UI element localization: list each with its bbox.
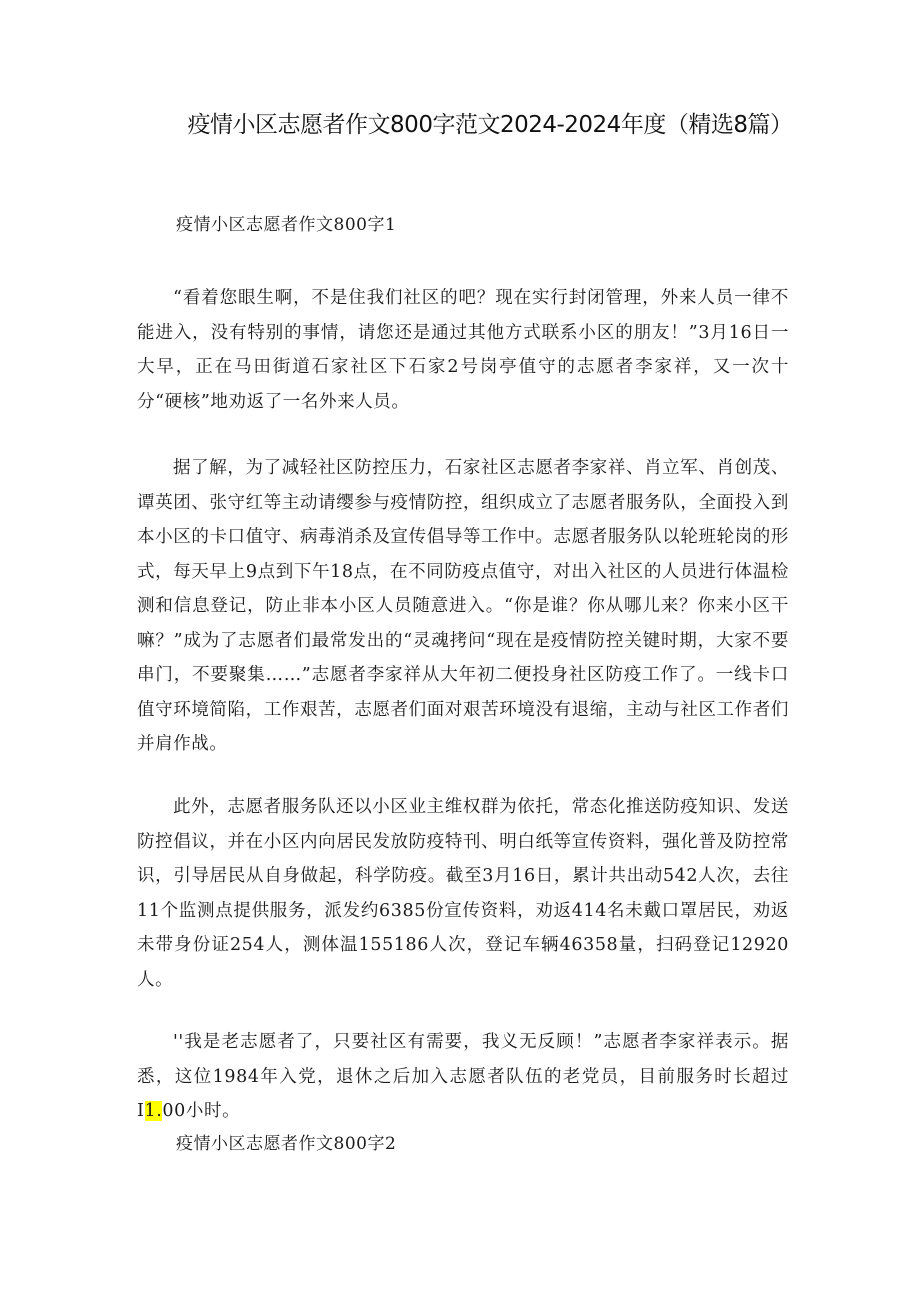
section-1-heading: 疫情小区志愿者作文800字1 xyxy=(176,215,397,235)
paragraph-4-text-start: ''我是老志愿者了，只要社区有需要，我义无反顾！”志愿者李家祥表示。据悉，这位1984年入党，退休之后加入志愿者队伍的老党员，目前服务时长超过I xyxy=(137,1032,789,1121)
paragraph-4 xyxy=(137,1025,789,1129)
paragraph-1: “看着您眼生啊，不是住我们社区的吧？现在实行封闭管理，外来人员一律不能进入，没有特别的事情，请您还是通过其他方式联系小区的朋友！”3月16日一大早，正在马田街道石家社区下石家2号岗亭值守的志愿者李家祥，又一次十分“硬核”地劝返了一名外来人员。 xyxy=(137,288,789,412)
paragraph-4-text-end: 00小时。 xyxy=(162,1101,241,1121)
document-title: 疫情小区志愿者作文800字范文2024-2024年度（精选8篇） xyxy=(187,112,793,138)
highlighted-text: 1. xyxy=(144,1101,163,1121)
section-2-heading: 疫情小区志愿者作文800字2 xyxy=(176,1134,397,1154)
paragraph-3: 此外，志愿者服务队还以小区业主维权群为依托，常态化推送防疫知识、发送防控倡议，并在小区内向居民发放防疫特刊、明白纸等宣传资料，强化普及防控常识，引导居民从自身做起，科学防疫。截至3月16日，累计共出动542人次，去往11个监测点提供服务，派发约6385份宣传资料，劝返414名未戴口罩居民，劝返未带身份证254人，测体温155186人次，登记车辆46358量，扫码登记12920人。 xyxy=(137,797,789,990)
paragraph-2: 据了解，为了减轻社区防控压力，石家社区志愿者李家祥、肖立军、肖创茂、谭英团、张守红等主动请缨参与疫情防控，组织成立了志愿者服务队，全面投入到本小区的卡口值守、病毒消杀及宣传倡导等工作中。志愿者服务队以轮班轮岗的形式，每天早上9点到下午18点，在不同防疫点值守，对出入社区的人员进行体温检测和信息登记，防止非本小区人员随意进入。“你是谁？你从哪儿来？你来小区干嘛？”成为了志愿者们最常发出的“灵魂拷问“现在是疫情防控关键时期，大家不要串门，不要聚集……”志愿者李家祥从大年初二便投身社区防疫工作了。一线卡口值守环境简陷，工作艰苦，志愿者们面对艰苦环境没有退缩，主动与社区工作者们并肩作战。 xyxy=(137,458,789,754)
